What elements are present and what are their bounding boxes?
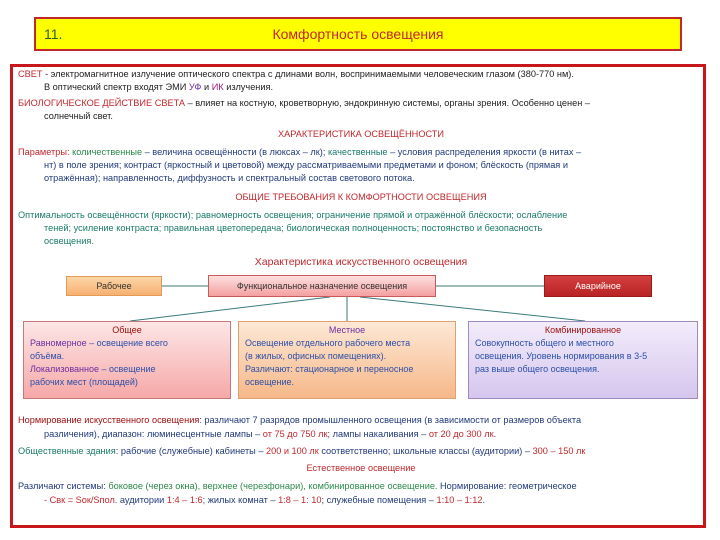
page-title: Комфортность освещения [272,26,444,42]
natural-ratio-line: - Свк = Sок/Sпол. аудитории 1:4 – 1:6; жилых комнат – 1:8 – 1: 10; служебные помещения – 1:10 – 1:12. [44,495,486,505]
bio-effect: БИОЛОГИЧЕСКОЕ ДЕЙСТВИЕ СВЕТА – влияет на костную, кроветворную, эндокринную системы, органы зрения. Особенно ценен – [18,98,590,108]
characteristics-heading: ХАРАКТЕРИСТИКА ОСВЕЩЁННОСТИ [277,129,445,139]
params-line-3: отражённая); направленность, диффузность и спектральный состав светового потока. [44,173,415,183]
svet-definition: СВЕТ - электромагнитное излучение оптического спектра с длинами волн, воспринимаемыми человеческим глазом (380-770 нм). [18,69,574,79]
bio-effect-cont: солнечный свет. [44,111,113,121]
bio-term: БИОЛОГИЧЕСКОЕ ДЕЙСТВИЕ СВЕТА [18,98,186,108]
public-buildings-line: Общественные здания: рабочие (служебные) кабинеты – 200 и 100 лк соответственно; школьные классы (аудитории) – 300 – 150 лк [18,446,586,456]
requirements-heading: ОБЩИЕ ТРЕБОВАНИЯ К КОМФОРТНОСТИ ОСВЕЩЕНИЯ [235,192,487,202]
spectrum-line: В оптический спектр входят ЭМИ УФ и ИК излучения. [44,82,274,92]
natural-systems-line: Различают системы: боковое (через окна), верхнее (черезфонари), комбинированное освещение. Нормирование: геометрическое [18,481,577,491]
norms-line-1: Нормирование искусственного освещения: различают 7 разрядов промышленного освещения (в зависимости от размеров объекта [18,415,582,425]
slide-number: 11. [44,26,63,42]
requirements-line-2: теней; усиление контраста; правильная цветопередача; биологическая полноценность; постоянство и безопасность [44,223,543,233]
general-lighting-box: Общее Равномерное – освещение всего объёма. Локализованное – освещение рабочих мест (площадей) [23,321,231,399]
norms-line-2: различения), диапазон: люминесцентные лампы – от 75 до 750 лк; лампы накаливания – от 20 до 300 лк. [44,429,497,439]
local-lighting-box: Местное Освещение отдельного рабочего места (в жилых, офисных помещениях). Различают: стационарное и переносное освещение. [238,321,456,399]
diagram-heading: Характеристика искусственного освещения [254,256,468,268]
emergency-lighting-box: Аварийное [544,275,652,297]
requirements-line-1: Оптимальность освещённости (яркости); равномерность освещения; ограничение прямой и отражённой блёскости; ослабление [18,210,568,220]
params-line-2: нт) в поле зрения; контраст (яркостный и цветовой) между рассматриваемыми предметами и фоном; блёскость (прямая и [44,160,568,170]
functional-purpose-box: Функциональное назначение освещения [208,275,436,297]
working-lighting-box: Рабочее [66,276,162,296]
combined-lighting-box: Комбинированное Совокупность общего и местного освещения. Уровень нормирования в 3-5 раз выше общего освещения. [468,321,698,399]
params-line: Параметры: количественные – величина освещённости (в люксах – лк); качественные – условия распределения яркости (в нитах – [18,147,582,157]
svet-term: СВЕТ [18,69,43,79]
requirements-line-3: освещения. [44,236,94,246]
natural-lighting-heading: Естественное освещение [306,463,416,473]
